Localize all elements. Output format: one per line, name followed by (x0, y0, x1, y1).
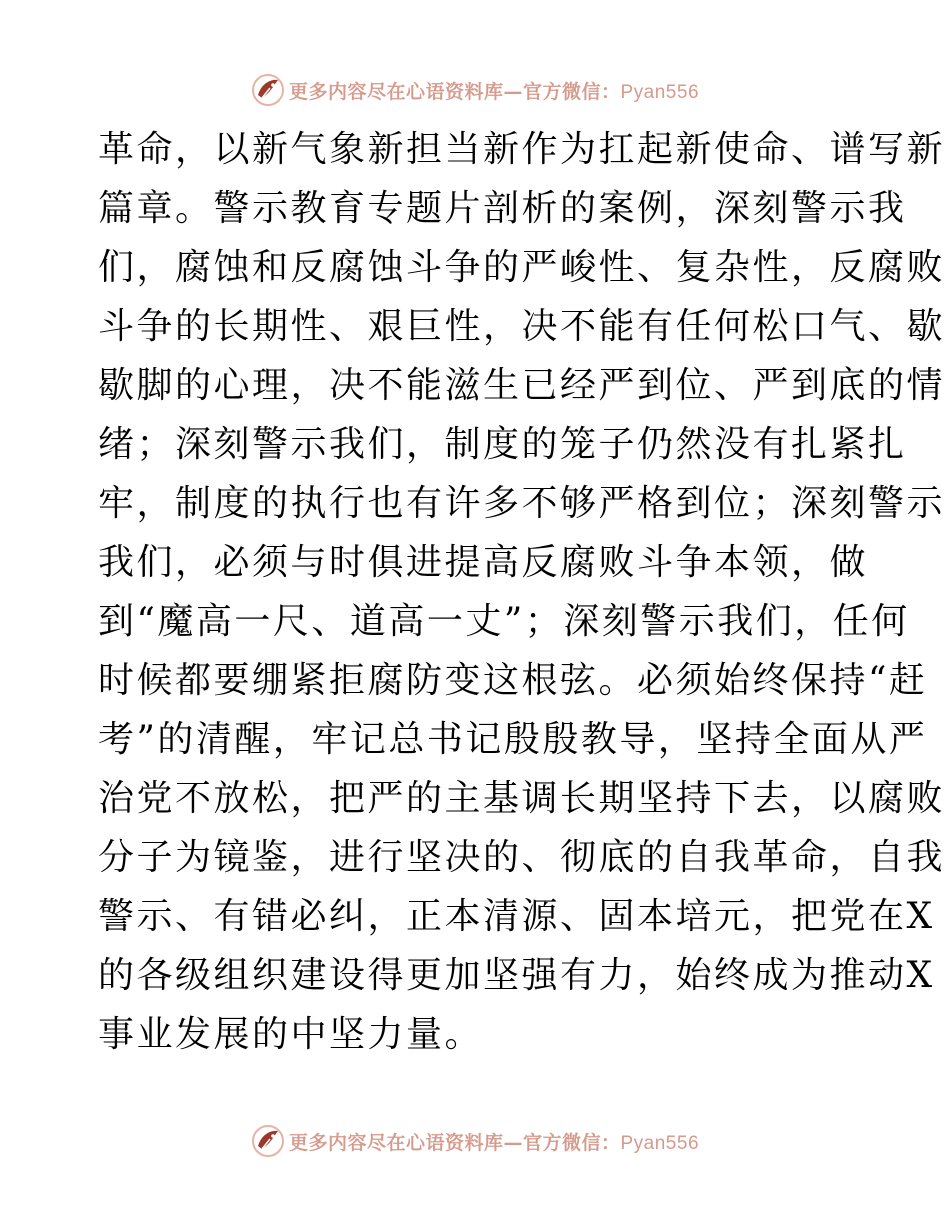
pen-nib-logo-icon (251, 1124, 285, 1158)
body-line: 时候都要绷紧拒腐防变这根弦。必须始终保持“赶 (98, 660, 928, 701)
body-line: 斗争的长期性、艰巨性，决不能有任何松口气、歇 (98, 306, 946, 347)
body-line: 绪；深刻警示我们，制度的笼子仍然没有扎紧扎 (98, 424, 907, 465)
body-line: 事业发展的中坚力量。 (98, 1014, 484, 1055)
body-line: 警示、有错必纠，正本清源、固本培元，把党在X (98, 896, 935, 937)
header-banner-main: 更多内容尽在心语资料库—官方微信： (288, 80, 621, 103)
footer-banner-text (289, 1128, 699, 1155)
body-line: 到“魔高一尺、道高一丈”；深刻警示我们，任何 (98, 601, 910, 642)
body-line: 分子为镜鉴，进行坚决的、彻底的自我革命，自我 (98, 837, 946, 878)
footer-banner-main: 更多内容尽在心语资料库—官方微信： (288, 1131, 621, 1154)
body-line: 牢，制度的执行也有许多不够严格到位；深刻警示 (98, 483, 946, 524)
pen-nib-logo-icon (251, 73, 285, 107)
body-line: 我们，必须与时俱进提高反腐败斗争本领，做 (98, 542, 869, 583)
body-line: 治党不放松，把严的主基调长期坚持下去，以腐败 (98, 778, 946, 819)
header-banner-id: Pyan556 (620, 81, 700, 103)
document-body (98, 120, 946, 1064)
footer-banner-id: Pyan556 (620, 1132, 700, 1154)
body-line: 们，腐蚀和反腐蚀斗争的严峻性、复杂性，反腐败 (98, 247, 946, 288)
body-line: 篇章。警示教育专题片剖析的案例，深刻警示我 (98, 188, 907, 229)
header-banner (0, 70, 950, 110)
body-line: 革命，以新气象新担当新作为扛起新使命、谱写新 (98, 129, 946, 170)
header-banner-text (289, 77, 699, 104)
body-line: 的各级组织建设得更加坚强有力，始终成为推动X (98, 955, 935, 996)
body-line: 歇脚的心理，决不能滋生已经严到位、严到底的情 (98, 365, 946, 406)
body-line: 考”的清醒，牢记总书记殷殷教导，坚持全面从严 (98, 719, 928, 760)
footer-banner (0, 1121, 950, 1161)
